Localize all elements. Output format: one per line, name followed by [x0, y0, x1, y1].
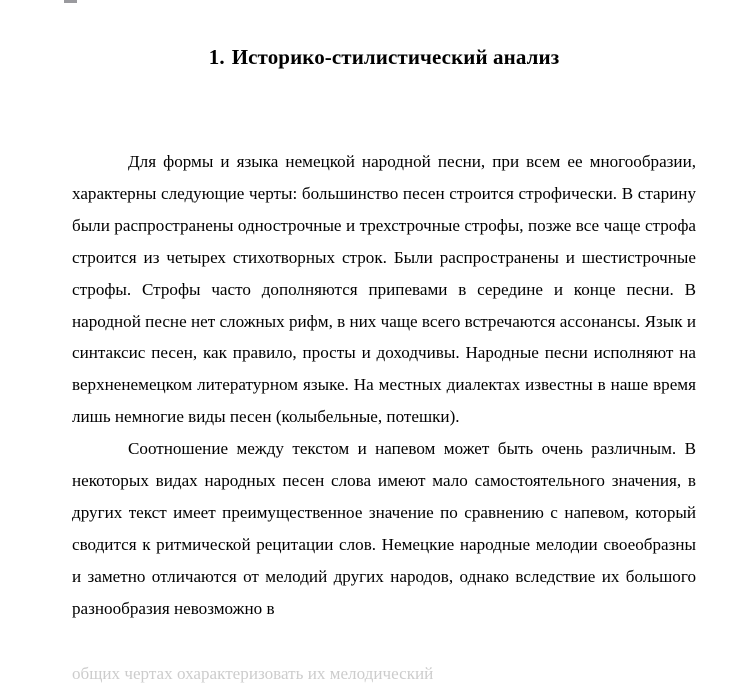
paragraph: Для формы и языка немецкой народной песни, при всем ее многообразии, характерны следующие черты: большинство песен строится строфически. В старину были распространены однострочные и трехстрочные строфы, позже все чаще строфа строится из четырех стихотворных строк. Были распространены и шестистрочные строфы. Строфы часто дополняются припевами в середине и конце песни. В народной песне нет сложных рифм, в них чаще всего встречаются ассонансы. Язык и синтаксис песен, как правило, просты и доходчивы. Народные песни исполняют на верхненемецком литературном языке. На местных диалектах известны в наше время лишь немногие виды песен (колыбельные, потешки). [72, 152, 696, 427]
page-header-mark [64, 0, 77, 3]
paragraph: Соотношение между текстом и напевом может быть очень различным. В некоторых видах народных песен слова имеют мало самостоятельного значения, в других текст имеет преимущественное значение по сравнению с напевом, который сводится к ритмической рецитации слов. Немецкие народные мелодии своеобразны и заметно отличаются от мелодий других народов, однако вследствие их большого разнообразия невозможно в [72, 439, 696, 618]
heading-title: Историко-стилистический анализ [231, 45, 560, 69]
clipped-bottom-line [72, 658, 696, 683]
body-text [72, 146, 696, 625]
clipped-bottom-line-text: общих чертах охарактеризовать их мелодический [72, 664, 434, 683]
page-title [72, 44, 696, 70]
heading-number: 1. [208, 45, 225, 69]
